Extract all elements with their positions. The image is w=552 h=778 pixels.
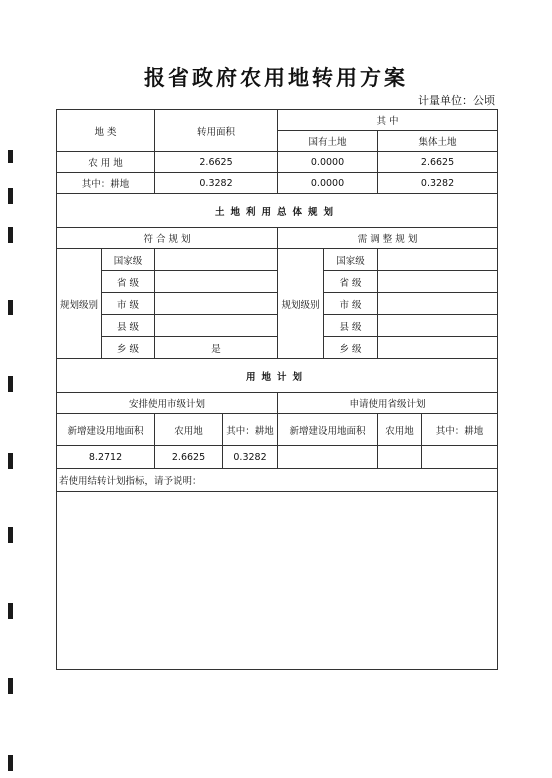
row-label: 农 用 地 <box>57 152 155 173</box>
level-label: 国家级 <box>102 249 155 271</box>
city-new-construction-value: 8.2712 <box>57 446 155 469</box>
conversion-form-table <box>56 109 498 670</box>
page-title: 报省政府农用地转用方案 <box>144 66 408 90</box>
binding-mark <box>8 678 13 694</box>
header-converted-area: 转用面积 <box>155 110 278 152</box>
level-label: 县 级 <box>102 315 155 337</box>
section-title-land-plan: 用地计划 <box>57 359 498 393</box>
col-agricultural-land: 农用地 <box>155 414 223 446</box>
header-land-type: 地 类 <box>57 110 155 152</box>
plan-level-label: 规划级别 <box>278 249 324 359</box>
city-agricultural-value: 2.6625 <box>155 446 223 469</box>
binding-mark <box>8 755 13 771</box>
binding-mark <box>8 453 13 469</box>
row-converted: 2.6625 <box>155 152 278 173</box>
carryover-note: 若使用结转计划指标，请予说明： <box>57 469 498 492</box>
conform-plan-header: 符 合 规 划 <box>57 228 278 249</box>
adjust-plan-header: 需 调 整 规 划 <box>278 228 498 249</box>
col-new-construction-area: 新增建设用地面积 <box>57 414 155 446</box>
explanation-area <box>57 492 498 670</box>
city-cultivated-value: 0.3282 <box>223 446 278 469</box>
col-agricultural-land: 农用地 <box>378 414 422 446</box>
province-new-construction-value <box>278 446 378 469</box>
level-value <box>155 293 278 315</box>
row-state: 0.0000 <box>278 173 378 194</box>
level-label: 乡 级 <box>324 337 378 359</box>
table-row <box>57 446 498 469</box>
level-value <box>378 315 498 337</box>
level-value <box>378 271 498 293</box>
binding-mark <box>8 150 13 163</box>
header-of-which: 其 中 <box>278 110 498 131</box>
level-value <box>155 315 278 337</box>
level-value <box>155 271 278 293</box>
province-agricultural-value <box>378 446 422 469</box>
binding-mark <box>8 527 13 543</box>
level-label: 省 级 <box>102 271 155 293</box>
unit-label: 计量单位：公顷 <box>418 94 495 107</box>
binding-mark <box>8 603 13 619</box>
row-collective: 0.3282 <box>378 173 498 194</box>
col-cultivated-land: 其中：耕地 <box>422 414 498 446</box>
col-new-construction-area: 新增建设用地面积 <box>278 414 378 446</box>
header-state-land: 国有土地 <box>278 131 378 152</box>
level-label: 市 级 <box>102 293 155 315</box>
level-value <box>378 337 498 359</box>
level-value <box>378 249 498 271</box>
level-label: 市 级 <box>324 293 378 315</box>
city-plan-header: 安排使用市级计划 <box>57 393 278 414</box>
row-label: 其中：耕地 <box>57 173 155 194</box>
province-cultivated-value <box>422 446 498 469</box>
province-plan-header: 申请使用省级计划 <box>278 393 498 414</box>
header-collective-land: 集体土地 <box>378 131 498 152</box>
row-converted: 0.3282 <box>155 173 278 194</box>
binding-mark <box>8 376 13 392</box>
binding-mark <box>8 300 13 315</box>
level-value: 是 <box>155 337 278 359</box>
level-value <box>378 293 498 315</box>
level-label: 乡 级 <box>102 337 155 359</box>
level-label: 县 级 <box>324 315 378 337</box>
level-label: 省 级 <box>324 271 378 293</box>
table-row <box>57 152 498 173</box>
section-title-planning: 土地利用总体规划 <box>57 194 498 228</box>
level-label: 国家级 <box>324 249 378 271</box>
level-value <box>155 249 278 271</box>
binding-mark <box>8 227 13 243</box>
binding-mark <box>8 188 13 204</box>
row-collective: 2.6625 <box>378 152 498 173</box>
plan-level-label: 规划级别 <box>57 249 102 359</box>
row-state: 0.0000 <box>278 152 378 173</box>
col-cultivated-land: 其中：耕地 <box>223 414 278 446</box>
table-row <box>57 173 498 194</box>
